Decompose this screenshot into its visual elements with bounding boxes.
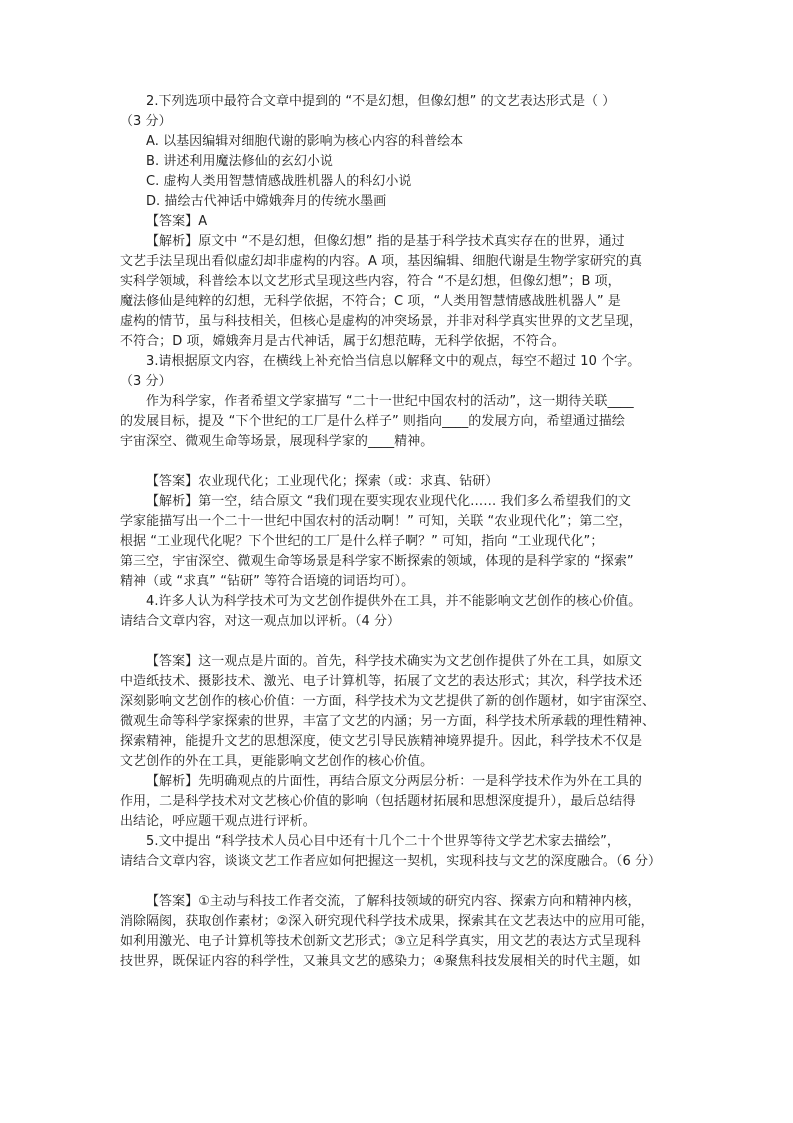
spacer xyxy=(120,632,680,652)
analysis-line: 魔法修仙是纯粹的幻想，无科学依据，不符合；C 项，“人类用智慧情感战胜机器人” 是 xyxy=(120,294,621,309)
answer-line: 【答案】农业现代化；工业现代化；探索（或：求真、钻研） xyxy=(146,474,499,489)
analysis-line: 学家能描写出一个二十一世纪中国农村的活动啊！” 可知，关联 “农业现代化”；第二空， xyxy=(120,514,632,529)
question-stem: 5.文中提出 “科学技术人员心目中还有十几个二十个世界等待文学艺术家去描绘”， xyxy=(146,834,620,849)
analysis-line: 【解析】先明确观点的片面性，再结合原文分两层分析：一是科学技术作为外在工具的 xyxy=(146,774,642,789)
question-3 xyxy=(120,352,680,592)
analysis-line: 作用，二是科学技术对文艺核心价值的影响（包括题材拓展和思想深度提升），最后总结得 xyxy=(120,794,636,809)
answer-line: 探索精神，能提升文艺的思想深度，使文艺引导民族精神境界提升。因此，科学技术不仅是 xyxy=(120,734,643,749)
passage-line: 的发展目标，提及 “下个世纪的工厂是什么样子” 则指向____的发展方向，希望通过描绘 xyxy=(120,414,625,429)
option-d: D. 描绘古代神话中嫦娥奔月的传统水墨画 xyxy=(146,194,387,209)
analysis-line: 【解析】第一空，结合原文 “我们现在要实现农业现代化…… 我们多么希望我们的文 xyxy=(146,494,631,509)
analysis-line: 虚构的情节，虽与科技相关，但核心是虚构的冲突场景，并非对科学真实世界的文艺呈现， xyxy=(120,314,643,329)
answer-line: 深刻影响文艺创作的核心价值：一方面，科学技术为文艺提供了新的创作题材，如宇宙深空、 xyxy=(120,694,656,709)
answer-line: 微观生命等科学家探索的世界，丰富了文艺的内涵；另一方面，科学技术所承载的理性精神、 xyxy=(120,714,656,729)
answer-line: 如利用激光、电子计算机等技术创新文艺形式；③立足科学真实，用文艺的表达方式呈现科 xyxy=(120,934,641,949)
document-body xyxy=(120,92,680,972)
question-stem-cont: 请结合文章内容，谈谈文艺工作者应如何把握这一契机，实现科技与文艺的深度融合。（6 分） xyxy=(120,854,662,869)
question-4 xyxy=(120,592,680,832)
question-score: （3 分） xyxy=(120,374,172,389)
analysis-line: 实科学领域，科普绘本以文艺形式呈现这些内容，符合 “不是幻想，但像幻想”；B 项， xyxy=(120,274,621,289)
option-b: B. 讲述利用魔法修仙的玄幻小说 xyxy=(146,154,333,169)
analysis-line: 不符合；D 项，嫦娥奔月是古代神话，属于幻想范畴，无科学依据，不符合。 xyxy=(120,334,565,349)
option-a: A. 以基因编辑对细胞代谢的影响为核心内容的科普绘本 xyxy=(146,134,464,149)
question-stem: 3.请根据原文内容，在横线上补充恰当信息以解释文中的观点，每空不超过 10 个字。 xyxy=(146,354,641,369)
answer-line: 文艺创作的外在工具，更能影响文艺创作的核心价值。 xyxy=(120,754,434,769)
question-stem: 4.许多人认为科学技术可为文艺创作提供外在工具，并不能影响文艺创作的核心价值。 xyxy=(146,594,642,609)
answer-line: 【答案】这一观点是片面的。首先，科学技术确实为文艺创作提供了外在工具，如原文 xyxy=(146,654,642,669)
analysis-line: 精神（或 “求真” “钻研” 等符合语境的词语均可）。 xyxy=(120,574,415,589)
question-score: （3 分） xyxy=(120,114,172,129)
question-stem: 2.下列选项中最符合文章中提到的 “不是幻想，但像幻想” 的文艺表达形式是（ ） xyxy=(146,94,616,109)
answer-line: 技世界，既保证内容的科学性，又兼具文艺的感染力；④聚焦科技发展相关的时代主题，如 xyxy=(120,954,641,969)
spacer xyxy=(120,452,680,472)
question-stem-cont: 请结合文章内容，对这一观点加以评析。（4 分） xyxy=(120,614,401,629)
passage-line: 作为科学家，作者希望文学家描写 “二十一世纪中国农村的活动”，这一期待关联____ xyxy=(146,394,634,409)
analysis-line: 第三空，宇宙深空、微观生命等场景是科学家不断探索的领域，体现的是科学家的 “探索” xyxy=(120,554,634,569)
answer-line: 【答案】①主动与科技工作者交流，了解科技领域的研究内容、探索方向和精神内核， xyxy=(146,894,641,909)
spacer xyxy=(120,872,680,892)
analysis-line: 出结论，呼应题干观点进行评析。 xyxy=(120,814,316,829)
option-c: C. 虚构人类用智慧情感战胜机器人的科幻小说 xyxy=(146,174,412,189)
analysis-line: 【解析】原文中 “不是幻想，但像幻想” 指的是基于科学技术真实存在的世界，通过 xyxy=(146,234,625,249)
passage-line: 宇宙深空、微观生命等场景，展现科学家的____精神。 xyxy=(120,434,434,449)
answer-line: 中造纸技术、摄影技术、激光、电子计算机等，拓展了文艺的表达形式；其次，科学技术还 xyxy=(120,674,643,689)
analysis-line: 文艺手法呈现出看似虚幻却非虚构的内容。A 项，基因编辑、细胞代谢是生物学家研究的真 xyxy=(120,254,643,269)
answer-line: 消除隔阂，获取创作素材；②深入研究现代科学技术成果，探索其在文艺表达中的应用可能， xyxy=(120,914,654,929)
question-5 xyxy=(120,832,680,972)
question-2 xyxy=(120,92,680,352)
answer-line: 【答案】A xyxy=(146,214,208,229)
analysis-line: 根据 “工业现代化呢？下个世纪的工厂是什么样子啊？” 可知，指向 “工业现代化”； xyxy=(120,534,604,549)
